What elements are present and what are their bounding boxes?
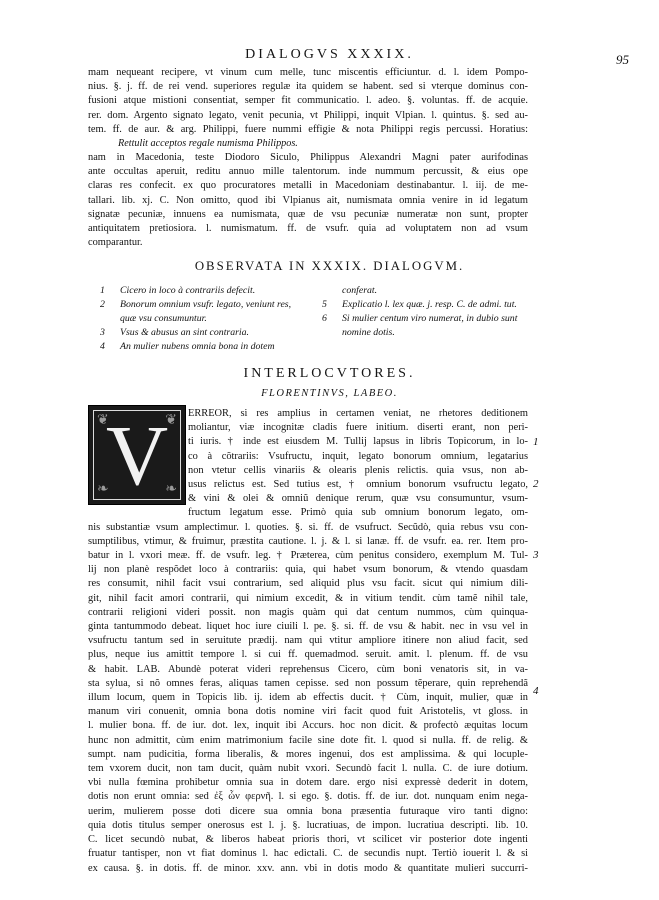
- margin-note-number: 4: [533, 685, 539, 697]
- text-line: & vini & olei & omniũ denique rerum, quæ vsu consumuntur, vsum-: [188, 493, 528, 505]
- observata-item: [322, 312, 537, 326]
- text-line: ti iuris. † inde est eiusdem M. Tullij lapsus in libris Topicorum, in lo-: [188, 436, 528, 448]
- observata-item: [100, 298, 315, 312]
- margin-note-number: 1: [533, 436, 539, 448]
- observata-item: [322, 284, 537, 298]
- item-text-continued: nomine dotis.: [342, 327, 395, 338]
- text-line: quia dotis titulus semper onerosus est l. j. §. lucratiuas, de impon. lucratiua descripti. lib. 10.: [88, 819, 528, 831]
- text-line: moliantur, viæ incognitæ cladis fuere initium. diserti erant, non peri-: [188, 422, 528, 434]
- item-number: [322, 284, 342, 298]
- text-line: mam nequeant recipere, vt vinum cum melle, tunc miscentis efficiuntur. d. l. idem Pompo-: [88, 67, 528, 78]
- ornament-icon: ❦: [165, 413, 177, 428]
- text-line: ex causa. §. in dotis. ff. de minor. xxv. ann. vbi in dotis modo & quantitate mulieri succurri-: [88, 862, 528, 874]
- text-line: nam in Macedonia, teste Diodoro Siculo, Philippus Alexandri Magni pater aurifodinas: [88, 152, 528, 164]
- text-line: vbi nulla fœmina prohibetur omnia sua in dotem dare. ergo nisi expressè dederit in dotem,: [88, 777, 528, 789]
- observata-item: [322, 298, 537, 312]
- ornament-icon: ❧: [97, 482, 109, 497]
- text-line: sumptilibus, vtimur, & fruimur, præstita cautione. l. j. & l. si lanæ. ff. de vsufr. ea. rer. Item pro-: [88, 535, 528, 547]
- text-line: uerim, mulierem posse doti dicere sua omnia bona præsentia futuraque viro tanti digno:: [88, 805, 528, 817]
- text-line: dotis non erunt omnia: sed ἐξ ὧν φερνῆ. l. si ego. §. dotis. ff. de iur. dot. nunquam enim nega-: [88, 791, 528, 803]
- text-line: sta sylua, si nõ omnes feras, aliquas tamen cepisse. sed non possum tẽperare, quin reprehendã: [88, 677, 528, 689]
- text-line: batur in l. vxori meæ. ff. de vsufr. leg. † Præterea, cùm penitus considero, exemplum M. Tul-: [88, 550, 528, 562]
- text-line: res consumit, nihil facit vsui contrarium, sed aliquid plus vsu facit. sicut qui nimium dili-: [88, 578, 528, 590]
- text-line: sumpt. nam pudicitia, forma liberalis, & mores ingenui, dos est amplissima. & qui locuple-: [88, 748, 528, 760]
- text-line: nis substantiæ vsum amplectimur. l. quoties. §. si. ff. de vsufruct. Secũdò, quia rebus vsu con-: [88, 521, 528, 533]
- text-line: tallari. lib. xj. C. Non omitto, quod ibi Vlpianus ait, numismata omnia venire in id legatum: [88, 194, 528, 206]
- observata-item: [100, 284, 315, 298]
- text-line: tem vxorem ducit, non tam ducit, quàm nubit vxori. Secundò facit l. nulla. C. de iure dotium.: [88, 763, 528, 775]
- text-line: comparantur.: [88, 237, 143, 249]
- text-line: lij non planè respõdet loco à contrariis: quia, qui habet vsum bonorum, & vtendo quasdam: [88, 564, 528, 576]
- text-line: git, nihil facit amori contrarii, qui nimium excedit, & in vitium tendit. cùm tamẽ nihil tale,: [88, 592, 528, 604]
- item-number: 2: [100, 299, 105, 310]
- dialogue-body: [88, 407, 528, 876]
- text-line: manum viri conuenit, omnia bona dotis nomine viri facit quod fuit Aristotelis, vt gloss. in: [88, 706, 528, 718]
- initial-letter: V: [105, 407, 169, 503]
- text-line: & habit. LAB. Abundè poterat videri reprehensus Cicero, cùm boni venatoris sit, in va-: [88, 663, 528, 675]
- item-number: 3: [100, 327, 105, 338]
- text-line: plus, neque ius amittit tempore l. si cui ff. quemadmod. seruit. amit. l. plenum. ff. de vsu: [88, 649, 528, 661]
- item-number: 6: [322, 313, 327, 324]
- item-text: conferat.: [342, 285, 378, 296]
- item-text: Si mulier centum viro numerat, in dubio sunt: [342, 313, 518, 324]
- text-line: usus relictus est. Sed tutius est, † omnium bonorum vsufructu legato,: [188, 479, 528, 491]
- text-line: ante occultas aperuit, reditu annuo mille talentorum. inde nummum percussit, & eius ope: [88, 166, 528, 178]
- item-number: 4: [100, 341, 105, 352]
- text-line: claras res confecit. ex quo procuratores metalli in Macedoniam destinabantur. l. iij. de me-: [88, 180, 528, 192]
- text-line: fusioni atque mistioni consentiat, semper fit communicatio. l. adeo. §. voluntas. ff. de acquie.: [88, 95, 528, 107]
- text-line: C. licet secundò nubat, & liberos habeat prioris thori, vt scilicet vir posterior dote ingenti: [88, 834, 528, 846]
- text-line: ginta tantummodo debeat. liquet hoc iure ciuili l. pe. §. si. ff. de vsu & habit. nec in vsu vel in: [88, 621, 528, 633]
- observata-item: [100, 340, 315, 354]
- text-line: fruatur tantisper, non vt fiat dominus l. hac edictali. C. de secundis nupt. Tertiò iouerit l. & si: [88, 848, 528, 860]
- text-line: rer. dom. Argento signato legato, venit pecunia, vt Philippi, inquit Vlpian. l. quintus. §. sed au-: [88, 109, 528, 121]
- ornament-icon: ❧: [165, 482, 177, 497]
- verse-quote: Rettulit acceptos regale numisma Philippos.: [118, 138, 298, 150]
- ornament-icon: ❦: [97, 413, 109, 428]
- observata-title: OBSERVATA IN XXXIX. DIALOGVM.: [194, 259, 465, 273]
- observata-right-column: [322, 284, 537, 340]
- observata-left-column: [100, 284, 315, 354]
- running-head: DIALOGVS XXXIX.: [245, 47, 414, 62]
- observata-item: [100, 326, 315, 340]
- text-line: fructum legatum esse. Primò quia sub omnium bonorum legato, om-: [188, 507, 528, 519]
- margin-note-number: 2: [533, 478, 539, 490]
- margin-note-number: 3: [533, 549, 539, 561]
- text-line: signatæ pecuniæ, innuens ea numismata, quæ de vsu pecuniæ numeratæ non sunt, propter: [88, 208, 528, 220]
- text-line: antiquitatem pretiosiora. l. numismatum. ff. de vsufr. quia ad voluptatem non ad vsum: [88, 223, 528, 235]
- text-line: hunc non admittit, cùm enim matrimonium facile sine dote fit. l. quod si nulla. ff. de relig. &: [88, 734, 528, 746]
- item-text: Explicatio l. lex quæ. j. resp. C. de admi. tut.: [342, 299, 517, 310]
- item-text: Vsus & abusus an sint contraria.: [120, 327, 250, 338]
- item-number: 5: [322, 299, 327, 310]
- top-paragraph: [88, 66, 528, 250]
- speakers-line: FLORENTINVS, LABEO.: [261, 388, 398, 399]
- page-number: 95: [616, 52, 629, 67]
- item-text: An mulier nubens omnia bona in dotem: [120, 341, 275, 352]
- text-line: nius. §. j. ff. de rei vend. superiores regulæ ita quidem se habent. sed si vterque dominus con-: [88, 81, 528, 93]
- item-text: Cicero in loco à contrariis defecit.: [120, 285, 256, 296]
- text-line: vsufructu tantum sed in seruitute prædij. nam qui vtitur ampliore itinere non aliud facit, sed: [88, 635, 528, 647]
- interlocutores-title: INTERLOCVTORES.: [243, 366, 416, 381]
- item-text: Bonorum omnium vsufr. legato, veniunt res,: [120, 299, 292, 310]
- text-line: non vtetur cellis vinariis & olearis plenis relictis. quia vsus, non ab-: [188, 464, 528, 476]
- text-line: contrarii religioni videri possit. non magis quàm qui dat centum nummos, cùm quinqua-: [88, 606, 528, 618]
- text-line: ERREOR, si res amplius in certamen veniat, ne rhetores deditionem: [188, 408, 528, 419]
- text-line: co à cõtrariis: Vsufructu, inquit, legato bonorum omnium, legatarius: [188, 450, 528, 462]
- text-line: tem. ff. de aur. & arg. Philippi, fuere nummi effigie & nota Philippi regis percussi. Horatius:: [88, 123, 528, 135]
- text-line: l. mulier bona. ff. de iur. dot. lex, inquit ibi Accurs. hoc non dicit. & profectò æquitas locum: [88, 720, 528, 732]
- item-text-continued: quæ vsu consumuntur.: [120, 313, 207, 324]
- text-line: illum locum, quem in Topicis lib. ij. idem ab effectis ducit. † Cùm, inquit, mulier, quæ in: [88, 692, 528, 704]
- item-number: 1: [100, 285, 105, 296]
